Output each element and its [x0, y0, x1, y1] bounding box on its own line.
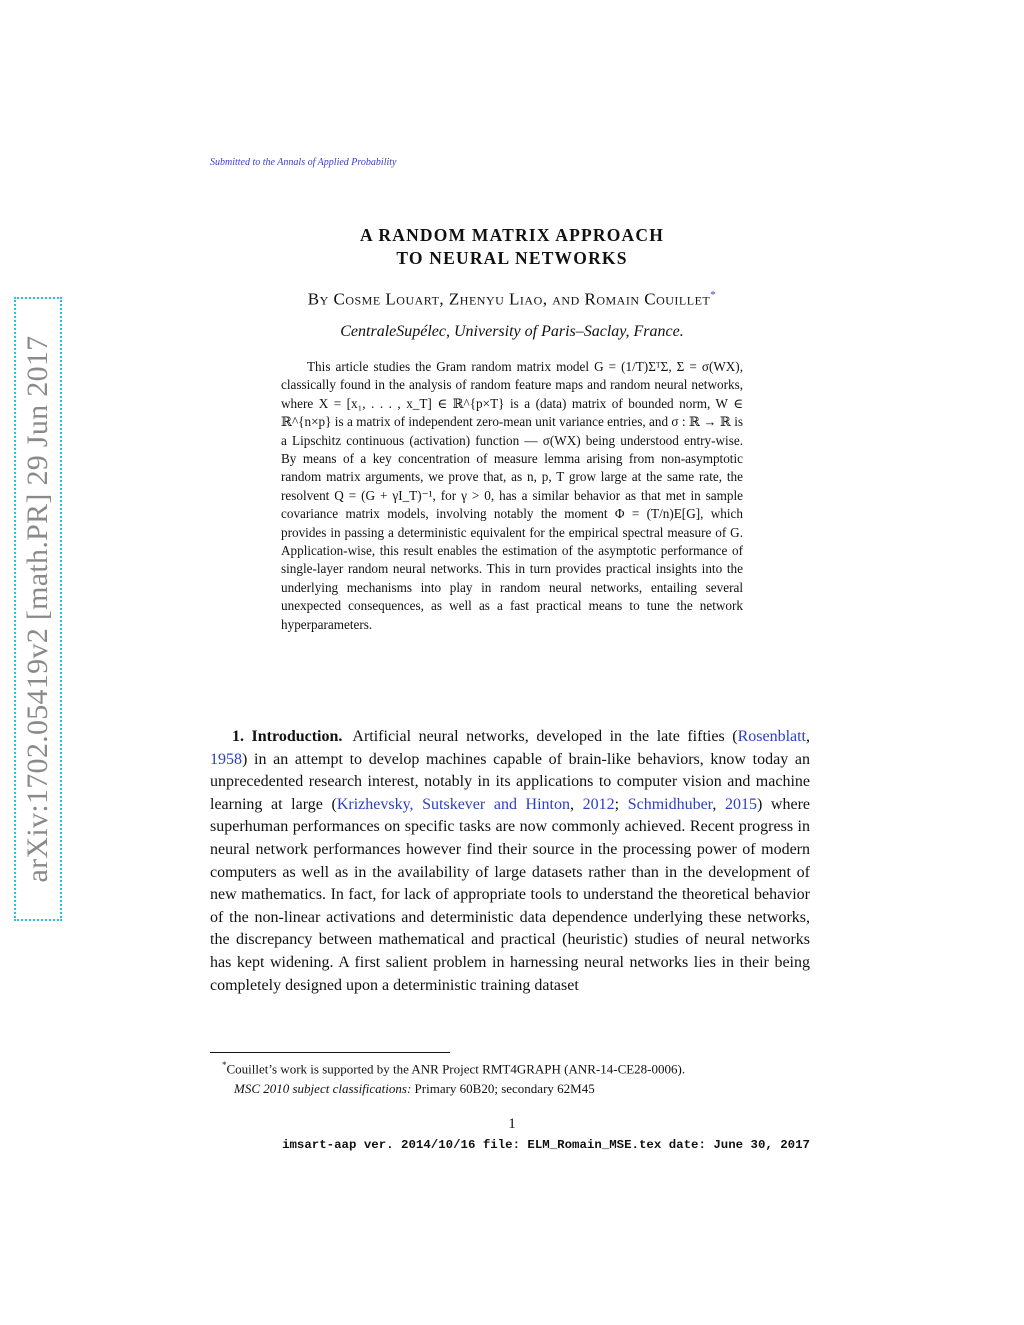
author-footnote-mark[interactable]: * [710, 289, 717, 301]
citation-link-year[interactable]: 2015 [724, 795, 757, 813]
intro-text: ) where superhuman performances on specific tasks are now commonly achieved. Recent progress in neural network performances however find their source in the processing power of modern computers as well as in the availability of large datasets rather than in the development of new mathematics. In fact, for lack of appropriate tools to understand the theoretical behavior of the non-linear activations and deterministic data dependence underlying these networks, the discrepancy between mathematical and practical (heuristic) studies of neural networks has kept widening. A first salient problem in harnessing neural networks lies in their being completely designed upon a deterministic training dataset [210, 795, 811, 994]
imsart-version-footer: imsart-aap ver. 2014/10/16 file: ELM_Romain_MSE.tex date: June 30, 2017 [282, 1138, 810, 1152]
intro-text: , [806, 728, 810, 745]
arxiv-stamp [14, 297, 62, 921]
introduction-section [210, 726, 810, 997]
page-number: 1 [508, 1116, 516, 1132]
intro-text: Artificial neural networks, developed in the late fifties ( [352, 728, 738, 745]
footnotes [210, 1056, 810, 1098]
funding-footnote [210, 1056, 810, 1078]
intro-text: , [712, 795, 725, 813]
msc-classification [210, 1079, 810, 1098]
introduction-paragraph [210, 726, 810, 997]
intro-text: ) in an attempt to develop machines capable of brain-like behaviors, know today an unprecedented research interest, notably in its applications to computer vision and machine learning at large ( [210, 750, 810, 813]
arxiv-identifier: arXiv:1702.05419v2 [math.PR] 29 Jun 2017 [21, 335, 54, 883]
msc-value: Primary 60B20; secondary 62M45 [411, 1081, 595, 1097]
section-heading: 1. Introduction. [232, 728, 343, 745]
citation-link-author[interactable]: Rosenblatt [737, 728, 806, 745]
author-affiliation: CentraleSupélec, University of Paris–Saclay, France. [340, 323, 684, 340]
funding-text: Couillet’s work is supported by the ANR Project RMT4GRAPH (ANR-14-CE28-0006). [226, 1061, 686, 1077]
footnote-mark: * [222, 1060, 227, 1070]
title-line-1: A RANDOM MATRIX APPROACH [359, 225, 665, 245]
citation-link-year[interactable]: 1958 [210, 750, 242, 768]
journal-submission-note[interactable]: Submitted to the Annals of Applied Probability [210, 157, 397, 168]
citation-link-author[interactable]: Schmidhuber [627, 795, 713, 813]
intro-text: , [570, 795, 583, 813]
msc-label: MSC 2010 subject classifications: [234, 1081, 412, 1097]
author-names: By Cosme Louart, Zhenyu Liao, and Romain Couillet [307, 289, 711, 309]
intro-text: ; [614, 795, 628, 813]
citation-link-year[interactable]: 2012 [582, 795, 615, 813]
paper-title [200, 224, 824, 270]
title-line-2: TO NEURAL NETWORKS [396, 248, 628, 268]
abstract [281, 358, 743, 634]
abstract-text: This article studies the Gram random matrix model G = (1/T)ΣᵀΣ, Σ = σ(WX), classically found in the analysis of random feature maps and random neural networks, where X = [x₁, . . . , x_T] ∈ ℝ^{p×T} is a (data) matrix of bounded norm, W ∈ ℝ^{n×p} is a matrix of independent zero-mean unit variance entries, and σ : ℝ → ℝ is a Lipschitz continuous (activation) function — σ(WX) being understood entry-wise. By means of a key concentration of measure lemma arising from non-asymptotic random matrix arguments, we prove that, as n, p, T grow large at the same rate, the resolvent Q = (G + γI_T)⁻¹, for γ > 0, has a similar behavior as that met in sample covariance matrix models, involving notably the moment Φ = (T/n)E[G], which provides in passing a deterministic equivalent for the empirical spectral measure of G. Application-wise, this result enables the estimation of the asymptotic performance of single-layer random neural networks. This in turn provides practical insights into the underlying mechanisms into play in random neural networks, entailing several unexpected consequences, as well as a fast practical means to tune the network hyperparameters. [281, 359, 743, 632]
citation-link-author[interactable]: Krizhevsky, Sutskever and Hinton [336, 795, 571, 813]
footnote-divider [210, 1052, 450, 1053]
author-list [200, 289, 824, 310]
